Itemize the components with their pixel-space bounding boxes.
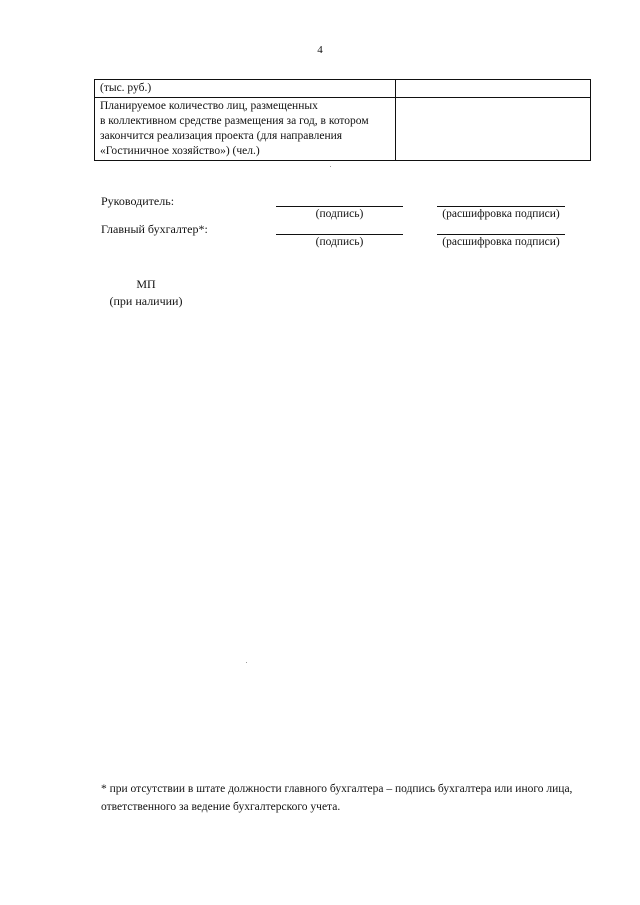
page-number: 4 [317,44,323,56]
stamp-label: МП [136,277,156,291]
table-cell-label: (тыс. руб.) [95,80,396,98]
table-row [95,98,591,161]
table-cell-label: Планируемое количество лиц, размещенных в коллективном средстве размещения за год, в котором закончится реализация проекта (для направления «Гостиничное хозяйство») (чел.) [95,98,396,161]
stamp-block [96,276,196,310]
head-decoding-caption: (расшифровка подписи) [442,208,560,220]
stamp-note: (при наличии) [109,294,183,308]
table-row [95,80,591,98]
accountant-signature-label: Главный бухгалтер*: [101,222,208,236]
scan-speck [330,166,331,167]
head-signature-line [276,206,403,207]
table-cell-value [396,98,591,161]
footnote: * при отсутствии в штате должности главного бухгалтера – подпись бухгалтера или иного лица, ответственного за ведение бухгалтерского учета. [101,783,573,813]
form-table [94,79,591,161]
accountant-decoding-line [437,234,565,235]
head-decoding-line [437,206,565,207]
accountant-signature-caption: (подпись) [315,236,364,248]
table-cell-value [396,80,591,98]
scan-speck [246,662,247,663]
head-signature-label: Руководитель: [101,194,175,208]
head-signature-caption: (подпись) [315,208,364,220]
accountant-decoding-caption: (расшифровка подписи) [442,236,560,248]
accountant-signature-line [276,234,403,235]
